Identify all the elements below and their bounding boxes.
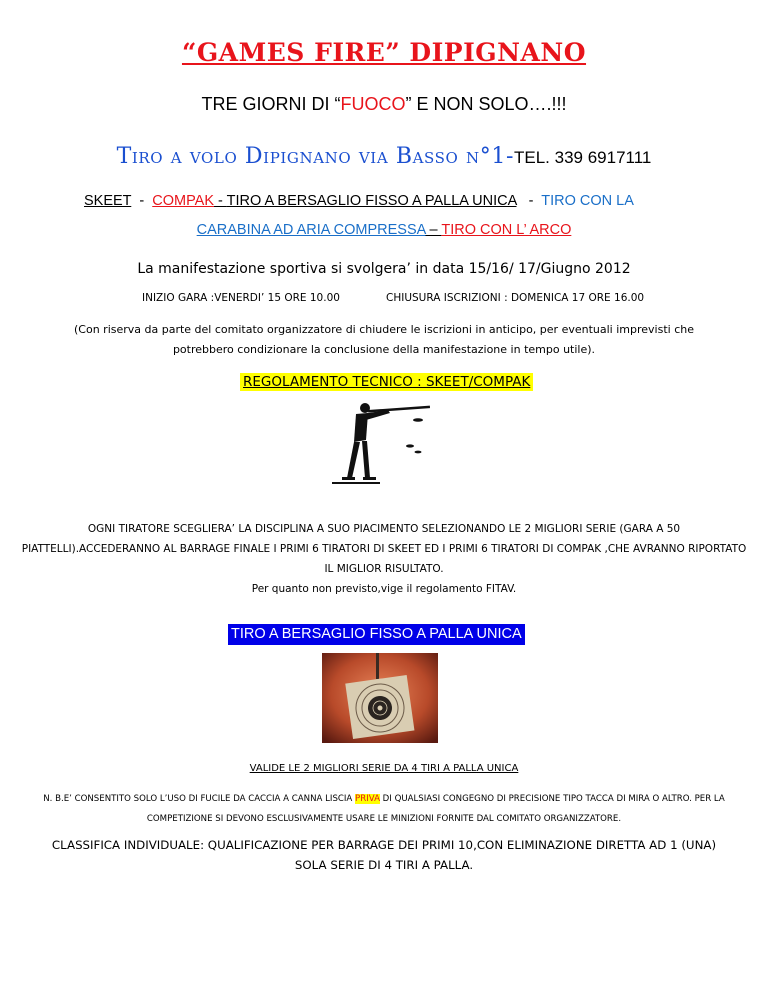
registration-close: CHIUSURA ISCRIZIONI : DOMENICA 17 ORE 16.00 (386, 292, 645, 304)
subtitle-post: ” E NON SOLO….!!! (405, 94, 567, 114)
fisso-heading: TIRO A BERSAGLIO FISSO A PALLA UNICA (228, 624, 525, 645)
reservation-note: (Con riserva da parte del comitato organizzatore di chiudere le iscrizioni in anticipo, per eventuali imprevisti che potrebbero condizionare la conclusione della manifestazione in tempo utile). (74, 323, 694, 356)
discipline-carabina-2: CARABINA AD ARIA COMPRESSA (196, 222, 426, 238)
discipline-fisso: TIRO A BERSAGLIO FISSO A PALLA UNICA (226, 193, 517, 209)
target-image (322, 653, 438, 743)
nb-post: DI QUALSIASI CONGEGNO DI PRECISIONE TIPO TACCA DI MIRA O ALTRO. PER LA COMPETIZIONE SI DEVONO ESCLUSIVAMENTE USARE LE MINIZIONI FORNITE DAL COMITATO ORGANIZZATORE. (146, 794, 725, 824)
valide-text: VALIDE LE 2 MIGLIORI SERIE DA 4 TIRI A PALLA UNICA (249, 763, 519, 774)
event-dates: La manifestazione sportiva si svolgera’ in data 15/16/ 17/Giugno 2012 (137, 261, 631, 277)
disciplines-line-1 (84, 193, 634, 209)
skeet-rules-heading: REGOLAMENTO TECNICO : SKEET/COMPAK (240, 373, 533, 391)
sep: - (516, 193, 542, 209)
discipline-carabina-1: TIRO CON LA (541, 193, 634, 209)
venue-name: Tiro a volo Dipignano via Basso n°1- (116, 144, 514, 169)
start-time: INIZIO GARA :VENERDI’ 15 ORE 10.00 (142, 292, 340, 304)
subtitle-pre: TRE GIORNI DI “ (201, 94, 341, 114)
sep: - (131, 193, 153, 209)
subtitle-fuoco: FUOCO (340, 94, 406, 114)
sep: – (425, 222, 442, 238)
subtitle (0, 94, 768, 115)
nb-priva: PRIVA (355, 794, 380, 804)
discipline-compak: COMPAK (152, 193, 215, 209)
nb-pre: N. B.E’ CONSENTITO SOLO L’USO DI FUCILE DA CACCIA A CANNA LISCIA (43, 794, 356, 804)
discipline-skeet: SKEET (84, 193, 132, 209)
skeet-rules: OGNI TIRATORE SCEGLIERA’ LA DISCIPLINA A SUO PIACIMENTO SELEZIONANDO LE 2 MIGLIORI SERIE (GARA A 50 PIATTELLI).ACCEDERANNO AL BARRAGE FINALE I PRIMI 6 TIRATORI DI SKEET ED I PRIMI 6 TIRATORI DI COMPAK ,CHE AVRANNO RIPORTATO IL MIGLIOR RISULTATO. (21, 523, 747, 575)
sep: - (214, 193, 227, 209)
skeet-rules-text (20, 519, 748, 599)
venue-tel: TEL. 339 6917111 (514, 148, 652, 167)
classifica-text: CLASSIFICA INDIVIDUALE: QUALIFICAZIONE PER BARRAGE DEI PRIMI 10,CON ELIMINAZIONE DIRETTA AD 1 (UNA) SOLA SERIE DI 4 TIRI A PALLA. (51, 838, 717, 872)
disciplines-line-2 (0, 222, 768, 238)
shooter-illustration (318, 398, 436, 494)
discipline-arco: TIRO CON L’ ARCO (441, 222, 572, 238)
venue-line (0, 144, 768, 169)
fitav-note: Per quanto non previsto,vige il regolamento FITAV. (251, 583, 517, 595)
page-title: “GAMES FIRE” DIPIGNANO (181, 38, 587, 67)
nb-text (22, 789, 746, 829)
